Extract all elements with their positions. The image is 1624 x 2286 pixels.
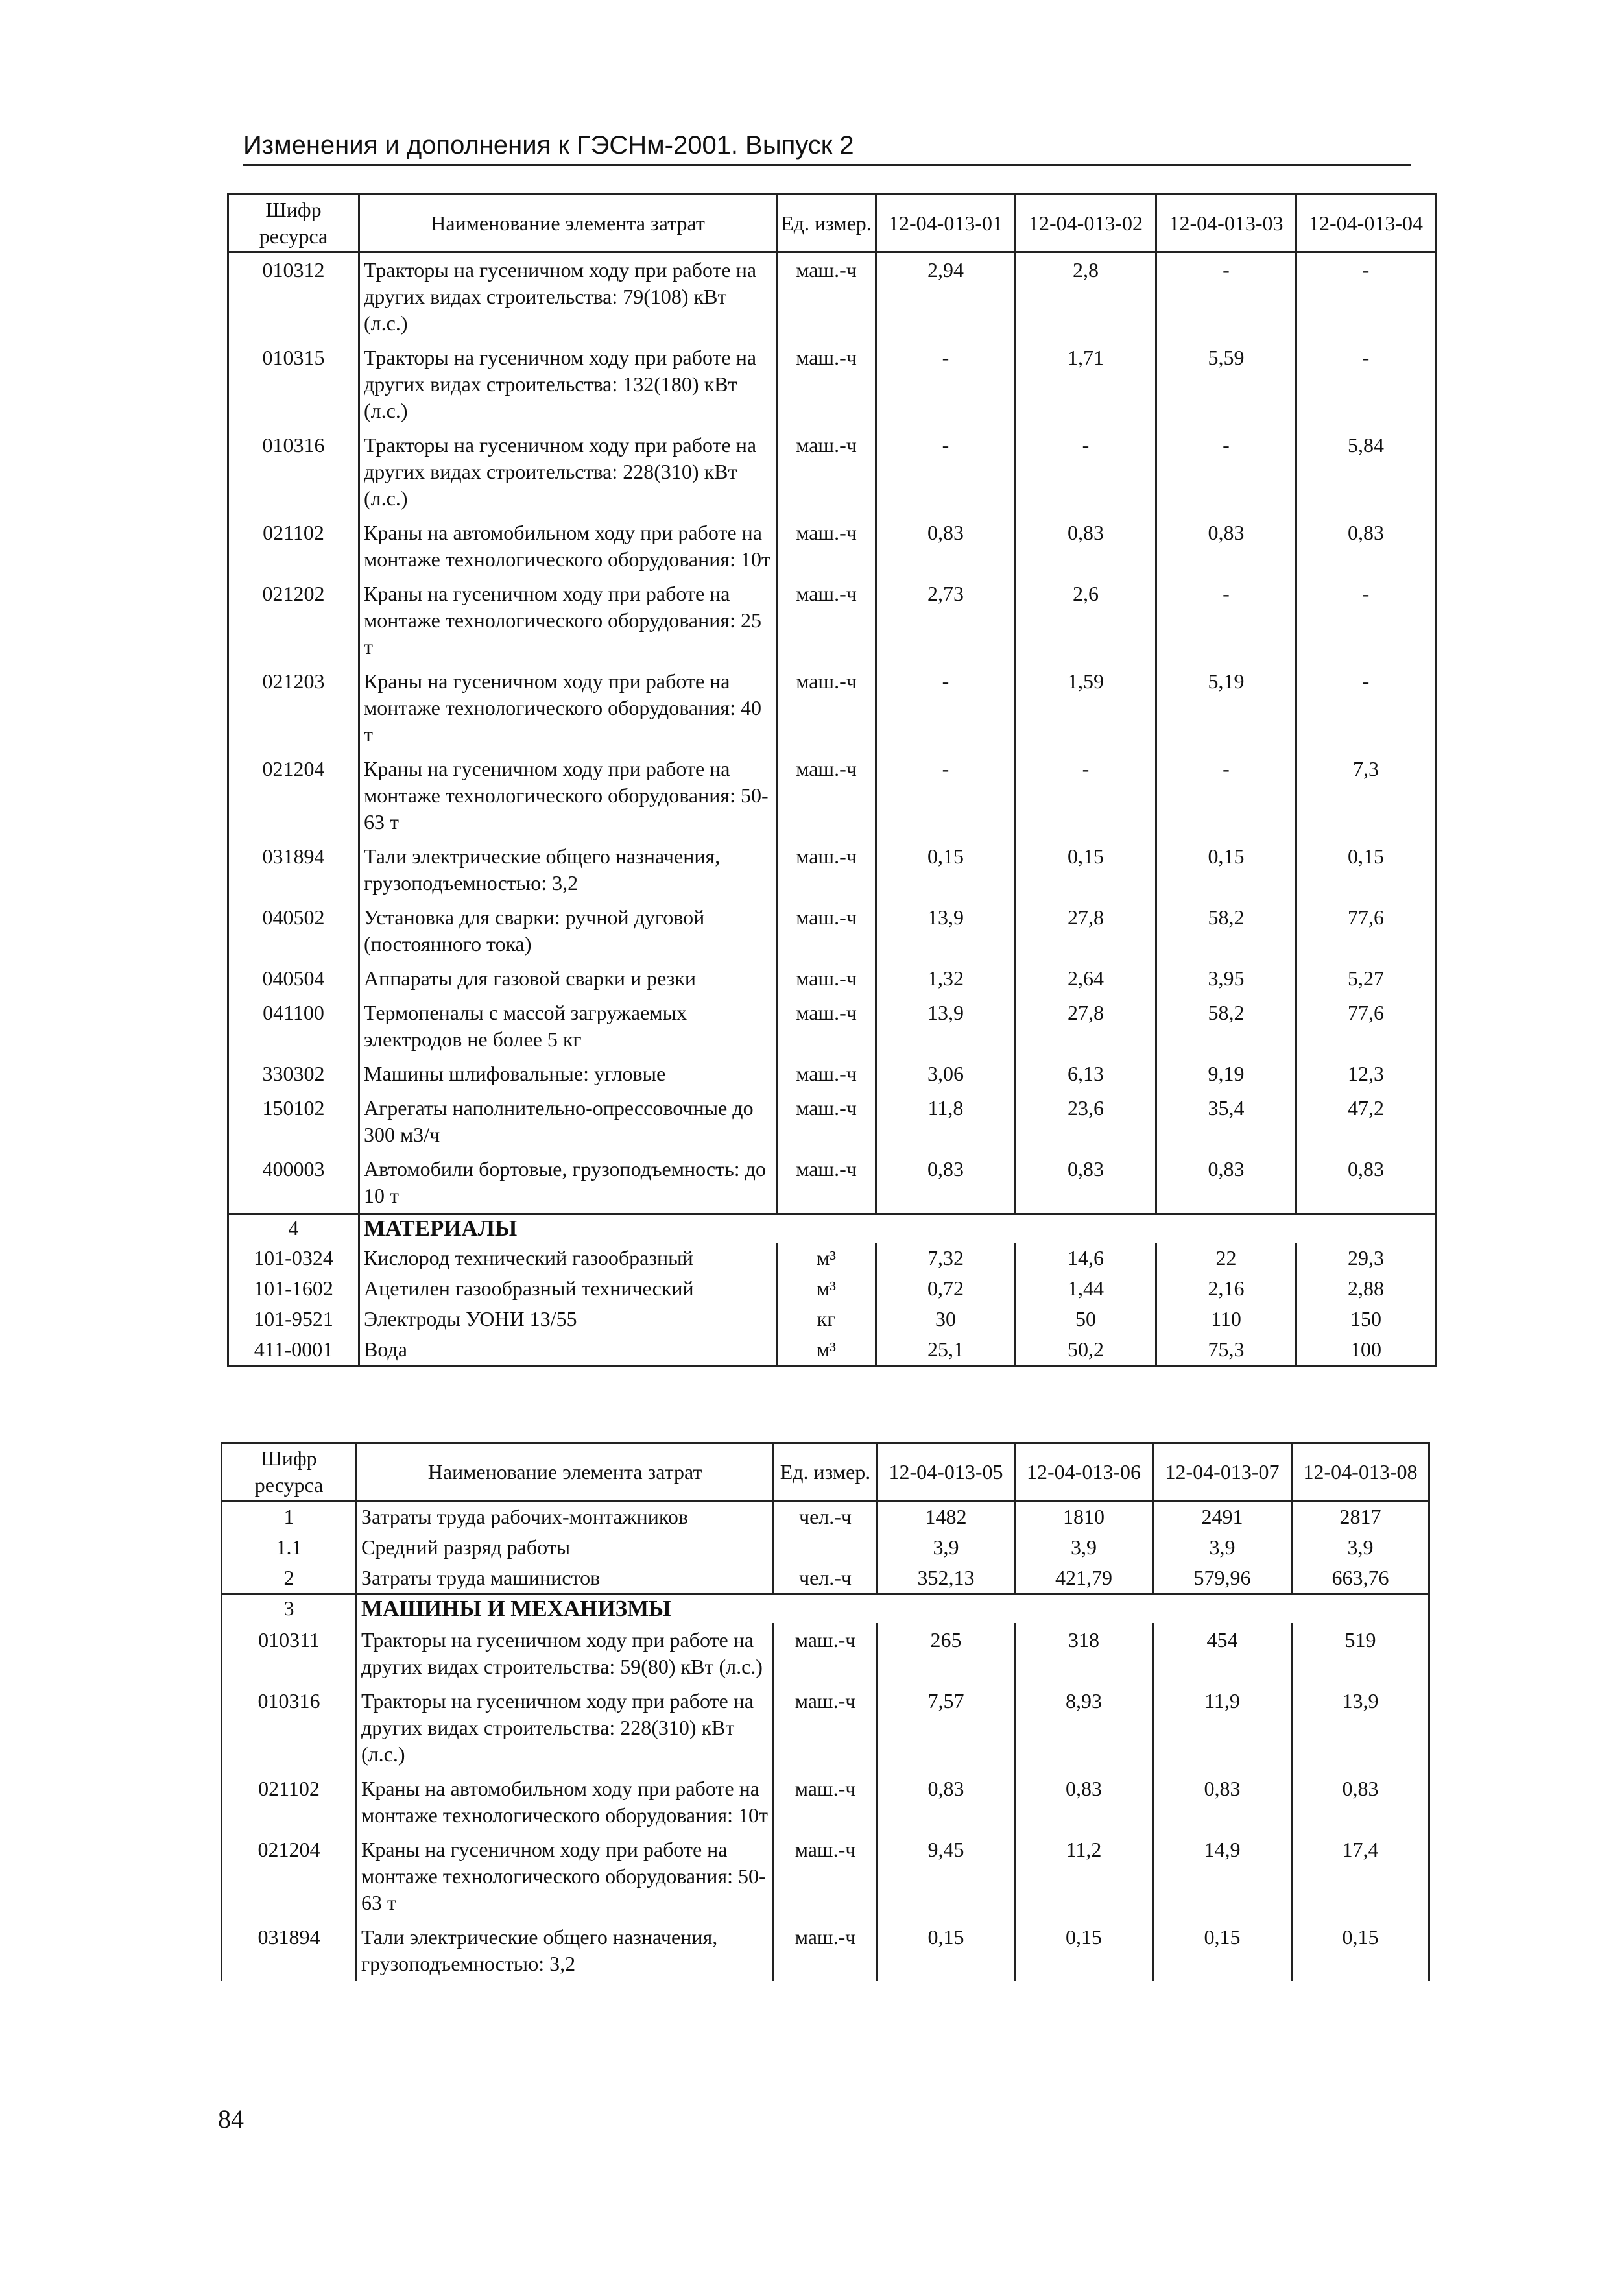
table-row (222, 1532, 1429, 1563)
table-body (228, 252, 1436, 1366)
resource-name: Тракторы на гусеничном ходу при работе на других видах строительства: 228(310) кВт (л.с.) (359, 428, 777, 516)
resource-table-2 (221, 1442, 1430, 1981)
section-row (228, 1214, 1436, 1244)
resource-name: Кислород технический газообразный (359, 1243, 777, 1273)
resource-code: 040504 (228, 961, 359, 996)
resource-code: 101-9521 (228, 1304, 359, 1334)
table-row (228, 961, 1436, 996)
norm-value: 7,32 (876, 1243, 1016, 1273)
unit-of-measure: маш.-ч (774, 1684, 878, 1772)
table-body (222, 1501, 1429, 1982)
norm-value: 0,83 (1015, 1772, 1153, 1833)
norm-value: 0,83 (1016, 516, 1156, 577)
unit-of-measure: маш.-ч (777, 900, 876, 961)
norm-value: 454 (1153, 1623, 1292, 1684)
norm-value: 11,8 (876, 1091, 1016, 1152)
norm-value: 2491 (1153, 1501, 1292, 1533)
norm-value: 9,45 (878, 1833, 1015, 1920)
norm-value: 47,2 (1296, 1091, 1436, 1152)
col-header-name: Наименование элемента затрат (359, 195, 777, 252)
norm-value: 1,44 (1016, 1273, 1156, 1304)
resource-name: Средний разряд работы (357, 1532, 774, 1563)
col-header-c3: 12-04-013-07 (1153, 1443, 1292, 1501)
norm-value: 318 (1015, 1623, 1153, 1684)
norm-value: - (1296, 664, 1436, 752)
table-row (228, 428, 1436, 516)
norm-value: 8,93 (1015, 1684, 1153, 1772)
resource-code: 330302 (228, 1057, 359, 1091)
resource-code: 411-0001 (228, 1334, 359, 1366)
table-row (228, 1243, 1436, 1273)
unit-of-measure: маш.-ч (777, 516, 876, 577)
norm-value: 663,76 (1292, 1563, 1429, 1594)
norm-value: 5,19 (1156, 664, 1296, 752)
norm-value: 23,6 (1016, 1091, 1156, 1152)
norm-value: 17,4 (1292, 1833, 1429, 1920)
resource-code: 021102 (222, 1772, 357, 1833)
norm-value: 3,9 (1015, 1532, 1153, 1563)
resource-code: 021102 (228, 516, 359, 577)
resource-name: Установка для сварки: ручной дуговой (постоянного тока) (359, 900, 777, 961)
table-row (228, 664, 1436, 752)
norm-value: 77,6 (1296, 900, 1436, 961)
resource-name: Затраты труда рабочих-монтажников (357, 1501, 774, 1533)
norm-value: 13,9 (876, 996, 1016, 1057)
norm-value: 2,16 (1156, 1273, 1296, 1304)
norm-value: 519 (1292, 1623, 1429, 1684)
unit-of-measure: чел.-ч (774, 1563, 878, 1594)
norm-value: 110 (1156, 1304, 1296, 1334)
norm-value: - (1296, 252, 1436, 341)
table-row (228, 1057, 1436, 1091)
resource-code: 010315 (228, 341, 359, 428)
norm-value: 77,6 (1296, 996, 1436, 1057)
unit-of-measure (774, 1532, 878, 1563)
norm-value: 14,9 (1153, 1833, 1292, 1920)
unit-of-measure: м³ (777, 1243, 876, 1273)
norm-value: - (876, 341, 1016, 428)
col-header-c1: 12-04-013-01 (876, 195, 1016, 252)
norm-value: 12,3 (1296, 1057, 1436, 1091)
norm-value: 150 (1296, 1304, 1436, 1334)
norm-value: - (1016, 428, 1156, 516)
table-row (222, 1563, 1429, 1594)
norm-value: 0,83 (1296, 516, 1436, 577)
norm-value: 35,4 (1156, 1091, 1296, 1152)
norm-value: 2,94 (876, 252, 1016, 341)
resource-name: Затраты труда машинистов (357, 1563, 774, 1594)
norm-value: 0,83 (1292, 1772, 1429, 1833)
norm-value: 3,9 (878, 1532, 1015, 1563)
norm-value: 0,15 (878, 1920, 1015, 1981)
unit-of-measure: чел.-ч (774, 1501, 878, 1533)
unit-of-measure: маш.-ч (777, 996, 876, 1057)
norm-value: 25,1 (876, 1334, 1016, 1366)
unit-of-measure: маш.-ч (777, 1091, 876, 1152)
unit-of-measure: маш.-ч (774, 1920, 878, 1981)
table-row (228, 577, 1436, 664)
table-row (228, 1334, 1436, 1366)
norm-value: 29,3 (1296, 1243, 1436, 1273)
norm-value: 0,15 (1292, 1920, 1429, 1981)
header-rule (243, 164, 1411, 166)
resource-code: 021203 (228, 664, 359, 752)
col-header-unit: Ед. измер. (777, 195, 876, 252)
norm-value: 0,15 (1015, 1920, 1153, 1981)
norm-value: 0,15 (1016, 839, 1156, 900)
norm-value: 7,57 (878, 1684, 1015, 1772)
section-row (222, 1594, 1429, 1624)
resource-code: 021202 (228, 577, 359, 664)
table-row (228, 900, 1436, 961)
resource-code: 031894 (222, 1920, 357, 1981)
norm-value: 11,2 (1015, 1833, 1153, 1920)
unit-of-measure: маш.-ч (777, 341, 876, 428)
resource-name: Тракторы на гусеничном ходу при работе на других видах строительства: 79(108) кВт (л.с.) (359, 252, 777, 341)
resource-code: 010312 (228, 252, 359, 341)
norm-value: 14,6 (1016, 1243, 1156, 1273)
unit-of-measure: маш.-ч (777, 252, 876, 341)
norm-value: 1,32 (876, 961, 1016, 996)
table-row (222, 1684, 1429, 1772)
section-number: 3 (222, 1594, 357, 1624)
resource-name: Краны на гусеничном ходу при работе на монтаже технологического оборудования: 40 т (359, 664, 777, 752)
resource-name: Машины шлифовальные: угловые (359, 1057, 777, 1091)
table-row (228, 1273, 1436, 1304)
resource-name: Автомобили бортовые, грузоподъемность: до 10 т (359, 1152, 777, 1214)
unit-of-measure: маш.-ч (774, 1833, 878, 1920)
norm-value: 3,9 (1153, 1532, 1292, 1563)
resource-name: Краны на гусеничном ходу при работе на монтаже технологического оборудования: 50-63 т (359, 752, 777, 839)
table-row (228, 1304, 1436, 1334)
norm-value: 421,79 (1015, 1563, 1153, 1594)
resource-name: Краны на автомобильном ходу при работе на монтаже технологического оборудования: 10т (357, 1772, 774, 1833)
col-header-c4: 12-04-013-08 (1292, 1443, 1429, 1501)
norm-value: 22 (1156, 1243, 1296, 1273)
unit-of-measure: маш.-ч (777, 839, 876, 900)
table-header-row (228, 195, 1436, 252)
table-row (228, 752, 1436, 839)
norm-value: - (1016, 752, 1156, 839)
norm-value: - (876, 752, 1016, 839)
resource-name: Термопеналы с массой загружаемых электродов не более 5 кг (359, 996, 777, 1057)
table-row (222, 1772, 1429, 1833)
resource-code: 150102 (228, 1091, 359, 1152)
norm-value: - (1156, 577, 1296, 664)
norm-value: - (876, 664, 1016, 752)
norm-value: - (876, 428, 1016, 516)
resource-code: 1.1 (222, 1532, 357, 1563)
unit-of-measure: маш.-ч (777, 577, 876, 664)
unit-of-measure: м³ (777, 1273, 876, 1304)
resource-name: Тракторы на гусеничном ходу при работе на других видах строительства: 59(80) кВт (л.с.) (357, 1623, 774, 1684)
resource-name: Вода (359, 1334, 777, 1366)
resource-code: 010316 (228, 428, 359, 516)
norm-value: 1,71 (1016, 341, 1156, 428)
norm-value: 265 (878, 1623, 1015, 1684)
norm-value: 5,84 (1296, 428, 1436, 516)
table-header-row (222, 1443, 1429, 1501)
norm-value: 0,15 (1156, 839, 1296, 900)
col-header-c2: 12-04-013-02 (1016, 195, 1156, 252)
table-row (222, 1920, 1429, 1981)
table-row (228, 252, 1436, 341)
norm-value: 1810 (1015, 1501, 1153, 1533)
unit-of-measure: м³ (777, 1334, 876, 1366)
norm-value: 3,9 (1292, 1532, 1429, 1563)
section-title: МАШИНЫ И МЕХАНИЗМЫ (357, 1594, 1429, 1624)
resource-name: Ацетилен газообразный технический (359, 1273, 777, 1304)
table-row (228, 341, 1436, 428)
table-row (222, 1623, 1429, 1684)
table-row (228, 516, 1436, 577)
col-header-unit: Ед. измер. (774, 1443, 878, 1501)
norm-value: 1482 (878, 1501, 1015, 1533)
resource-code: 010316 (222, 1684, 357, 1772)
resource-code: 031894 (228, 839, 359, 900)
norm-value: 0,15 (1153, 1920, 1292, 1981)
running-header: Изменения и дополнения к ГЭСНм-2001. Выпуск 2 (243, 131, 854, 160)
norm-value: 2,73 (876, 577, 1016, 664)
norm-value: - (1156, 252, 1296, 341)
resource-code: 1 (222, 1501, 357, 1533)
unit-of-measure: маш.-ч (777, 961, 876, 996)
col-header-code: Шифр ресурса (222, 1443, 357, 1501)
table-row (228, 1091, 1436, 1152)
norm-value: 58,2 (1156, 900, 1296, 961)
col-header-c2: 12-04-013-06 (1015, 1443, 1153, 1501)
table-row (228, 1152, 1436, 1214)
resource-name: Краны на гусеничном ходу при работе на монтаже технологического оборудования: 50-63 т (357, 1833, 774, 1920)
resource-name: Краны на гусеничном ходу при работе на монтаже технологического оборудования: 25 т (359, 577, 777, 664)
norm-value: 7,3 (1296, 752, 1436, 839)
section-number: 4 (228, 1214, 359, 1244)
resource-name: Краны на автомобильном ходу при работе на монтаже технологического оборудования: 10т (359, 516, 777, 577)
norm-value: 2,8 (1016, 252, 1156, 341)
norm-value: 0,72 (876, 1273, 1016, 1304)
norm-value: 11,9 (1153, 1684, 1292, 1772)
norm-value: 0,83 (876, 1152, 1016, 1214)
norm-value: 352,13 (878, 1563, 1015, 1594)
norm-value: 9,19 (1156, 1057, 1296, 1091)
resource-name: Агрегаты наполнительно-опрессовочные до 300 м3/ч (359, 1091, 777, 1152)
col-header-c4: 12-04-013-04 (1296, 195, 1436, 252)
section-title: МАТЕРИАЛЫ (359, 1214, 1436, 1244)
resource-code: 021204 (222, 1833, 357, 1920)
norm-value: 0,83 (1296, 1152, 1436, 1214)
norm-value: 27,8 (1016, 996, 1156, 1057)
norm-value: 5,59 (1156, 341, 1296, 428)
resource-code: 101-1602 (228, 1273, 359, 1304)
unit-of-measure: маш.-ч (777, 1057, 876, 1091)
norm-value: 13,9 (876, 900, 1016, 961)
unit-of-measure: маш.-ч (777, 752, 876, 839)
norm-value: 0,83 (1156, 1152, 1296, 1214)
col-header-name: Наименование элемента затрат (357, 1443, 774, 1501)
resource-code: 2 (222, 1563, 357, 1594)
norm-value: 1,59 (1016, 664, 1156, 752)
resource-code: 101-0324 (228, 1243, 359, 1273)
norm-value: 6,13 (1016, 1057, 1156, 1091)
norm-value: 0,83 (876, 516, 1016, 577)
norm-value: 3,95 (1156, 961, 1296, 996)
norm-value: 0,83 (1016, 1152, 1156, 1214)
norm-value: 0,83 (1153, 1772, 1292, 1833)
unit-of-measure: кг (777, 1304, 876, 1334)
norm-value: 2,88 (1296, 1273, 1436, 1304)
resource-code: 400003 (228, 1152, 359, 1214)
unit-of-measure: маш.-ч (777, 664, 876, 752)
norm-value: 75,3 (1156, 1334, 1296, 1366)
norm-value: 13,9 (1292, 1684, 1429, 1772)
norm-value: 0,15 (1296, 839, 1436, 900)
page-number: 84 (218, 2104, 244, 2134)
norm-value: 50 (1016, 1304, 1156, 1334)
unit-of-measure: маш.-ч (777, 1152, 876, 1214)
resource-name: Тракторы на гусеничном ходу при работе на других видах строительства: 228(310) кВт (л.с.) (357, 1684, 774, 1772)
resource-code: 021204 (228, 752, 359, 839)
resource-code: 010311 (222, 1623, 357, 1684)
norm-value: 100 (1296, 1334, 1436, 1366)
table-row (228, 839, 1436, 900)
col-header-c3: 12-04-013-03 (1156, 195, 1296, 252)
resource-code: 041100 (228, 996, 359, 1057)
resource-name: Тали электрические общего назначения, грузоподъемностью: 3,2 (359, 839, 777, 900)
norm-value: 2817 (1292, 1501, 1429, 1533)
table-row (222, 1833, 1429, 1920)
resource-name: Электроды УОНИ 13/55 (359, 1304, 777, 1334)
norm-value: 27,8 (1016, 900, 1156, 961)
col-header-c1: 12-04-013-05 (878, 1443, 1015, 1501)
norm-value: 579,96 (1153, 1563, 1292, 1594)
norm-value: 2,64 (1016, 961, 1156, 996)
unit-of-measure: маш.-ч (774, 1623, 878, 1684)
norm-value: 2,6 (1016, 577, 1156, 664)
unit-of-measure: маш.-ч (777, 428, 876, 516)
resource-code: 040502 (228, 900, 359, 961)
norm-value: - (1156, 428, 1296, 516)
col-header-code: Шифр ресурса (228, 195, 359, 252)
norm-value: 30 (876, 1304, 1016, 1334)
norm-value: 0,83 (878, 1772, 1015, 1833)
unit-of-measure: маш.-ч (774, 1772, 878, 1833)
norm-value: - (1296, 577, 1436, 664)
resource-table-1 (227, 193, 1437, 1367)
table-row (228, 996, 1436, 1057)
norm-value: 50,2 (1016, 1334, 1156, 1366)
norm-value: - (1296, 341, 1436, 428)
resource-name: Тали электрические общего назначения, грузоподъемностью: 3,2 (357, 1920, 774, 1981)
norm-value: 0,15 (876, 839, 1016, 900)
norm-value: 58,2 (1156, 996, 1296, 1057)
table-row (222, 1501, 1429, 1533)
norm-value: 5,27 (1296, 961, 1436, 996)
resource-name: Аппараты для газовой сварки и резки (359, 961, 777, 996)
norm-value: 3,06 (876, 1057, 1016, 1091)
resource-name: Тракторы на гусеничном ходу при работе на других видах строительства: 132(180) кВт (л.с.) (359, 341, 777, 428)
norm-value: - (1156, 752, 1296, 839)
norm-value: 0,83 (1156, 516, 1296, 577)
